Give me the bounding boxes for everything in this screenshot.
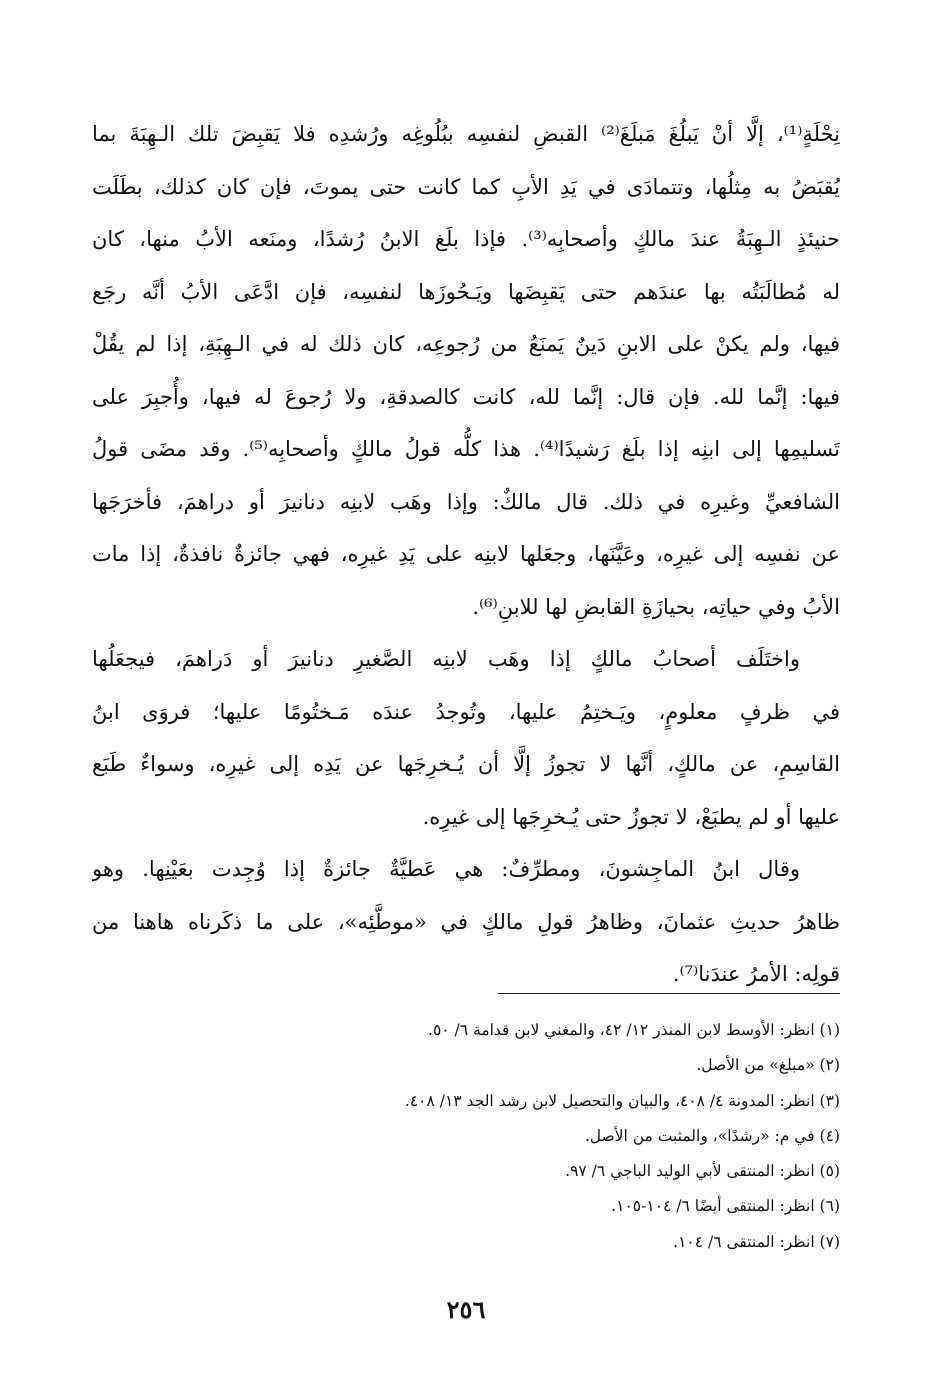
text-line: ظاهرُ حديثِ عثمانَ، وظاهرُ قولِ مالكٍ في «موطَّئِه»، على ما ذكَرناه هاهنا من: [92, 909, 840, 934]
text-line: الشافعيِّ وغيرِه في ذلك. قال مالكٌ: وإذا وهَب لابنِه دنانيرَ أو دراهمَ، فأخرَجَها: [92, 489, 840, 514]
text-line: فيها: إنَّما لله. فإن قال: إنَّما لله، كانت كالصدقةِ، ولا رُجوعَ له فيها، وأُجبِرَ على: [92, 384, 840, 409]
footnote: (٢) «مبلغ» من الأصل.: [696, 1056, 840, 1075]
text-line: نِحْلَةٍ⁽¹⁾، إلَّا أنْ يَبلُغَ مَبلَغَ⁽²⁾ القبضِ لنفسِه ببُلُوغِه ورُشدِه فلا يَقبِضَ تلك الـهِبَةَ بما: [92, 122, 840, 146]
text-line: عن نفسِه إلى غيرِه، وعَيَّنَها، وجعَلها لابنِه على يَدِ غيرِه، فهي جائزةٌ نافذةٌ، إذا مات: [92, 542, 840, 566]
text-line: له مُطالَبَتُه بها عندَهم حتى يَقبِضَها ويَـحُوزَها لنفسِه، فإن ادَّعَى الأبُ أنَّه رجَع: [92, 279, 840, 304]
footnote: (٦) انظر: المنتقى أيضًا ٦/ ١٠٤-١٠٥.: [611, 1197, 840, 1216]
text-line: واختَلَف أصحابُ مالكٍ إذا وهَب لابنِه الصَّغيرِ دنانيرَ أو دَراهمَ، فيجعَلُها: [92, 647, 800, 671]
text-line: قولِه: الأمرُ عندَنا⁽⁷⁾.: [672, 962, 840, 986]
text-line: يُقبَضُ به مِثلُها، وتتمادَى في يَدِ الأبِ كما كانت حتى يموتَ، فإن كان كذلك، بطَلَت: [92, 174, 840, 199]
page-number: ٢٥٦: [446, 1295, 486, 1324]
text-line: تَسليمِها إلى ابنِه إذا بلَغ رَشيدًا⁽⁴⁾. هذا كلُّه قولُ مالكٍ وأصحابِه⁽⁵⁾. وقد مضَى قولُ: [92, 437, 840, 461]
footnote: (٥) انظر: المنتقى لأبي الوليد الباجي ٦/ ٩٧.: [565, 1162, 840, 1181]
text-line: القاسِمِ، عن مالكٍ، أنَّها لا تجوزُ إلَّا أن يُـخرِجَها عن يَدِه إلى غيرِه، وسواءٌ طَبَع: [92, 752, 840, 776]
main-text: [92, 108, 840, 1001]
footnote: (٣) انظر: المدونة ٤/ ٤٠٨، والبيان والتحصيل لابن رشد الجد ١٣/ ٤٠٨.: [404, 1091, 840, 1110]
footnote: (٧) انظر: المنتقى ٦/ ١٠٤.: [673, 1232, 840, 1251]
footnotes: [92, 1013, 840, 1260]
text-line: وقال ابنُ الماجِشونَ، ومطرِّفٌ: هي عَطيَّةٌ جائزةٌ إذا وُجِدت بعَيْنِها. وهو: [92, 857, 800, 881]
text-line: فيها، ولم يكنْ على الابنِ دَينٌ يَمنَعُ من رُجوعِه، كان ذلك له في الـهِبَةِ، إذا لم يقُلْ: [92, 332, 840, 356]
footnote: (١) انظر: الأوسط لابن المنذر ١٢/ ٤٢، والمغني لابن قدامة ٦/ ٥٠.: [428, 1021, 840, 1039]
text-line: الأبُ وفي حياتِه، بحيازَةِ القابضِ لها للابنِ⁽⁶⁾.: [472, 594, 840, 619]
text-line: في ظرفٍ معلومٍ، ويَـختِمُ عليها، وتُوجدُ عندَه مَـختُومًا عليها؛ فروَى ابنُ: [92, 699, 840, 724]
footnote-separator: [498, 993, 840, 994]
text-line: حنيئذٍ الـهِبَةُ عندَ مالكٍ وأصحابِه⁽³⁾. فإذا بلَغ الابنُ رُشدًا، ومنَعه الأبُ منها، كان: [92, 227, 840, 251]
footnote: (٤) في م: «رشدًا»، والمثبت من الأصل.: [584, 1126, 840, 1145]
text-line: عليها أو لم يطبَعْ، لا تجوزُ حتى يُـخرِجَها إلى غيرِه.: [422, 804, 840, 829]
